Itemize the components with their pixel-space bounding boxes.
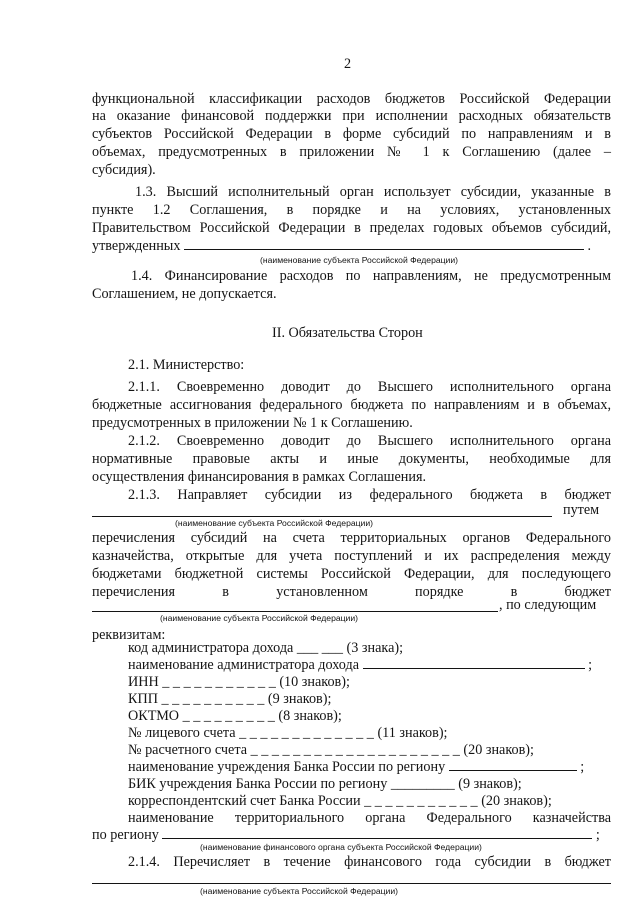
fill-in-line <box>363 668 585 669</box>
paragraph-2-1-1-line: 2.1.1. Своевременно доводит до Высшего исполнительного органа <box>128 379 611 395</box>
fill-in-line <box>184 249 584 250</box>
section-title: II. Обязательства Сторон <box>272 325 423 341</box>
text-line: на оказание финансовой поддержки при исполнении расходных обязательств <box>92 108 611 124</box>
field-caption: (наименование субъекта Российской Федерации) <box>175 518 374 528</box>
paragraph-1-3-line: Правительством Российской Федерации в пределах годовых объемов субсидий, <box>92 220 611 236</box>
paragraph-2-1-1-line: бюджетные ассигнования федерального бюджета по направлениям и в объемах, <box>92 397 611 413</box>
paragraph-2-1-2-line: осуществления финансирования в рамках Соглашения. <box>92 469 427 485</box>
paragraph-2-1-3-line: перечисления в установленном порядке в бюджет <box>92 584 611 600</box>
requisite-bank-name: наименование учреждения Банка России по региону ; <box>128 759 585 775</box>
paragraph-1-3-line: пункте 1.2 Соглашения, в порядке и на условиях, установленных <box>92 202 611 218</box>
field-caption: (наименование финансового органа субъекта Российской Федерации) <box>200 842 482 852</box>
paragraph-2-1-3-line: реквизитам: <box>92 627 166 643</box>
paragraph-2-1-2-line: нормативные правовые акты и иные документы, необходимые для <box>92 451 611 467</box>
paragraph-1-3-line: утвержденных . <box>92 238 592 254</box>
requisite-settlement-account: № расчетного счета _ _ _ _ _ _ _ _ _ _ _ _ _ _ _ _ _ _ _ _ (20 знаков); <box>128 742 534 758</box>
paragraph-2-1-3-line: , по следующим <box>499 597 597 613</box>
paragraph-2-1-2-line: 2.1.2. Своевременно доводит до Высшего исполнительного органа <box>128 433 611 449</box>
requisite-treasury-name: по региону ; <box>92 827 600 843</box>
paragraph-1-4-line: Соглашением, не допускается. <box>92 286 277 302</box>
text-line: субсидия). <box>92 162 156 178</box>
paragraph-2-1: 2.1. Министерство: <box>128 357 245 373</box>
requisite-inn: ИНН _ _ _ _ _ _ _ _ _ _ _ (10 знаков); <box>128 674 350 690</box>
paragraph-1-4-line: 1.4. Финансирование расходов по направлениям, не предусмотренным <box>131 268 611 284</box>
page-number: 2 <box>344 56 352 72</box>
field-caption: (наименование субъекта Российской Федерации) <box>200 886 399 896</box>
paragraph-1-3-line: 1.3. Высший исполнительный орган использует субсидии, указанные в <box>135 184 611 200</box>
paragraph-2-1-3-line: 2.1.3. Направляет субсидии из федерального бюджета в бюджет <box>128 487 611 503</box>
fill-in-line <box>92 611 498 612</box>
requisite-personal-account: № лицевого счета _ _ _ _ _ _ _ _ _ _ _ _ _ (11 знаков); <box>128 725 448 741</box>
field-caption: (наименование субъекта Российской Федерации) <box>260 255 459 265</box>
requisite-treasury-name: наименование территориального органа Федерального казначейства <box>128 810 611 826</box>
requisite-admin-code: код администратора дохода ___ ___ (3 знака); <box>128 640 404 656</box>
requisite-oktmo: ОКТМО _ _ _ _ _ _ _ _ _ (8 знаков); <box>128 708 342 724</box>
text-line: объемах, предусмотренных в приложении № 1 к Соглашению (далее – <box>92 144 611 160</box>
requisite-admin-name: наименование администратора дохода ; <box>128 657 593 673</box>
paragraph-2-1-1-line: предусмотренных в приложении № 1 к Соглашению. <box>92 415 413 431</box>
fill-in-line <box>92 516 552 517</box>
paragraph-2-1-3-line: казначейства, открытые для учета поступлений и их распределения между <box>92 548 611 564</box>
requisite-kpp: КПП _ _ _ _ _ _ _ _ _ _ (9 знаков); <box>128 691 332 707</box>
paragraph-2-1-3-line: перечисления субсидий на счета территориальных органов Федерального <box>92 530 611 546</box>
fill-in-line <box>162 838 592 839</box>
requisite-bik: БИК учреждения Банка России по региону _________ (9 знаков); <box>128 776 522 792</box>
text-line: функциональной классификации расходов бюджетов Российской Федерации <box>92 91 611 107</box>
requisite-correspondent-account: корреспондентский счет Банка России _ _ _ _ _ _ _ _ _ _ _ (20 знаков); <box>128 793 552 809</box>
paragraph-2-1-3-line: путем <box>563 502 600 518</box>
field-caption: (наименование субъекта Российской Федерации) <box>160 613 359 623</box>
fill-in-line <box>92 883 611 884</box>
paragraph-2-1-4-line: 2.1.4. Перечисляет в течение финансового года субсидии в бюджет <box>128 854 611 870</box>
paragraph-2-1-3-line: бюджетами бюджетной системы Российской Федерации, для последующего <box>92 566 611 582</box>
fill-in-line <box>449 770 577 771</box>
text-line: субъектов Российской Федерации в форме субсидий по направлениям и в <box>92 126 611 142</box>
